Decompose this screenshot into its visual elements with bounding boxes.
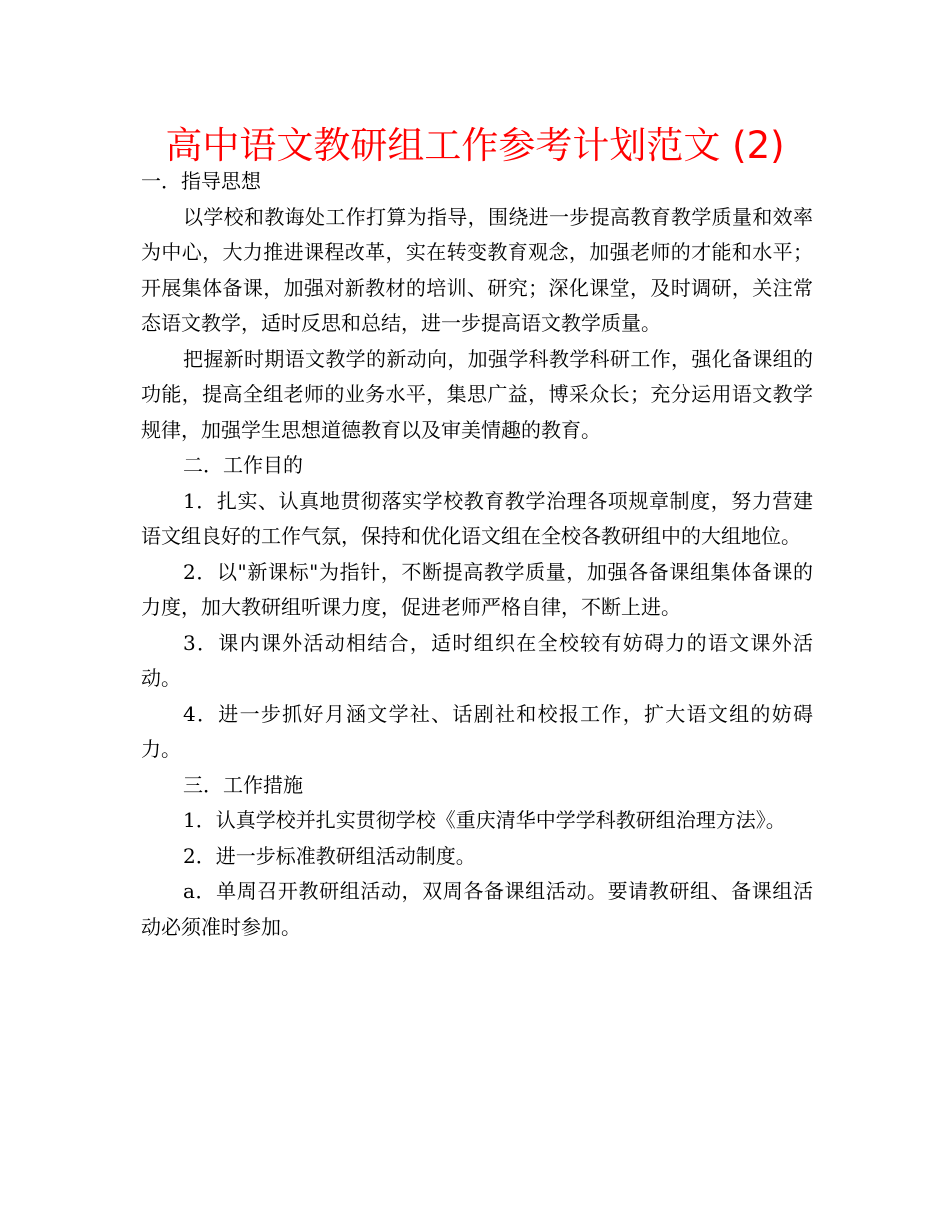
section-heading-work-measures: 三．工作措施 [183,772,303,797]
document-body [141,164,813,945]
document-title: 高中语文教研组工作参考计划范文 (2) [165,124,785,167]
list-item: 2．进一步标准教研组活动制度。 [183,843,476,868]
list-item: 1．扎实、认真地贯彻落实学校教育教学治理各项规章制度，努力营建语文组良好的工作气氛，保持和优化语文组在全校各教研组中的大组地位。 [141,488,813,548]
list-item: 4．进一步抓好月涵文学社、话剧社和校报工作，扩大语文组的妨碍力。 [141,701,813,761]
list-item: 1．认真学校并扎实贯彻学校《重庆清华中学学科教研组治理方法》。 [183,808,786,832]
list-item: a．单周召开教研组活动，双周各备课组活动。要请教研组、备课组活动必须准时参加。 [141,879,813,939]
paragraph: 以学校和教诲处工作打算为指导，围绕进一步提高教育教学质量和效率为中心，大力推进课程改革，实在转变教育观念，加强老师的才能和水平；开展集体备课，加强对新教材的培训、研究；深化课堂，及时调研，关注常态语文教学，适时反思和总结，进一步提高语文教学质量。 [141,204,813,335]
list-item: 3．课内课外活动相结合，适时组织在全校较有妨碍力的语文课外活动。 [141,630,813,690]
list-item: 2．以"新课标"为指针，不断提高教学质量，加强各备课组集体备课的力度，加大教研组听课力度，促进老师严格自律，不断上进。 [141,559,813,619]
section-heading-guiding-thought: 一．指导思想 [141,169,261,193]
section-heading-work-goals: 二．工作目的 [183,453,303,477]
paragraph: 把握新时期语文教学的新动向，加强学科教学科研工作，强化备课组的功能，提高全组老师的业务水平，集思广益，博采众长；充分运用语文教学规律，加强学生思想道德教育以及审美情趣的教育。 [141,346,813,442]
